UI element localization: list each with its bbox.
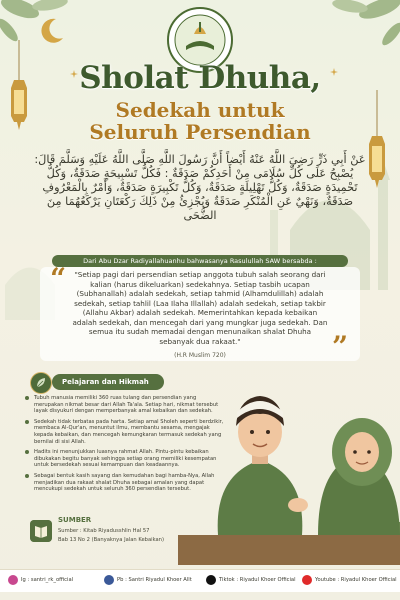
bullet-icon	[25, 396, 29, 400]
youtube-handle: Youtube : Riyadul Khoer Official	[315, 577, 397, 583]
footer-tiktok[interactable]	[206, 575, 296, 585]
subtitle-line-2: Seluruh Persendian	[89, 120, 311, 144]
hadith-reference: (H.R Muslim 720)	[174, 352, 226, 359]
bullet-icon	[25, 450, 29, 454]
quote-open-icon: “	[50, 262, 67, 295]
subtitle-line-1: Sedekah untuk	[115, 98, 285, 122]
lesson-text: Hadits ini menunjukkan luasnya rahmat Allah. Pintu-pintu kebaikan dibukakan begitu banyak sehingga setiap orang memiliki kesempatan untuk bersedekah sesuai kemampuan dan keadaannya.	[34, 449, 217, 469]
book-icon	[30, 520, 52, 542]
footer-facebook[interactable]	[104, 575, 192, 585]
hadith-translation: "Setiap pagi dari persendian setiap anggota tubuh salah seorang dari kalian (harus dikeluarkan) sedekahnya. Setiap tasbih ucapan (Subhanallah) adalah sedekah, setiap tahmid (Alhamdulillah) adalah sedekah, setiap tahlil (Laa Ilaha Illallah) adalah sedekah, setiap takbir (Allahu Akbar) adalah sedekah. Memerintahkan kepada kebaikan adalah sedekah, dan mencegah dari yang mungkar juga sedekah. Dan semua itu sudah memadai dengan menunaikan shalat Dhuha sebanyak dua rakaat."	[72, 270, 328, 346]
main-title: Sholat Dhuha,	[79, 60, 321, 96]
source-title: SUMBER	[58, 516, 92, 524]
lesson-text: Tubuh manusia memiliki 360 ruas tulang dan persendian yang merupakan nikmat besar dari Allah Ta'ala. Setiap hari, nikmat tersebut layak disyukuri dengan memperbanyak amal kebaikan dan sedekah.	[34, 395, 219, 415]
source-line-1: Sumber : Kitab Riyadusshlin Hal 57	[58, 528, 150, 534]
lesson-text: Sebagai bentuk kasih sayang dan kemudahan bagi hamba-Nya, Allah menjadikan dua rakaat shalat Dhuha sebagai amalan yang dapat mencukupi sedekah untuk seluruh 360 persendian tersebut.	[34, 472, 215, 493]
lesson-text: Sedekah tidak terbatas pada harta. Setiap amal Sholeh seperti berdzikir, membaca Al-Qur'an, menuntut ilmu, membantu sesama, mengajak kepada kebaikan, dan mencegah kemungkaran termasuk sedekah yang bernilai di sisi Allah.	[34, 418, 224, 445]
footer-instagram[interactable]	[8, 575, 73, 585]
students-illustration	[178, 360, 400, 565]
footer-youtube[interactable]	[302, 575, 397, 585]
youtube-icon	[302, 575, 312, 585]
hadith-arabic-text: عَنْ أَبِي ذَرٍّ رَضِيَ اللَّهُ عَنْهُ أَيْضاً أَنَّ رَسُولَ اللَّهِ صَلَّى اللَّهُ عَلَيْهِ وَسَلَّمَ قَالَ: يُصْبِحُ عَلَى كُلِّ سُلَامَى مِنْ أَحَدِكُمْ صَدَقَةٌ : فَكُلُّ تَسْبِيحَةٍ صَدَقَةٌ، وَكُلُّ تَحْمِيدَةٍ صَدَقَةٌ، وَكُلُّ تَهْلِيلَةٍ صَدَقَةٌ، وَكُلُّ تَكْبِيرَةٍ صَدَقَةٌ، وَأَمْرٌ بِالْمَعْرُوفِ صَدَقَةٌ، وَنَهْيٌ عَنِ الْمُنْكَرِ صَدَقَةٌ وَيُجْزِئُ مِنْ ذَلِكَ رَكْعَتَانِ يَرْكَعُهُمَا مِنَ الضُّحَى	[34, 153, 366, 222]
facebook-icon	[104, 575, 114, 585]
facebook-handle: Pb : Santri Riyadul Khoer Allt	[117, 577, 192, 583]
source-line-2: Bab 13 No 2 (Banyaknya Jalan Kebaikan)	[58, 537, 164, 543]
quote-close-icon: ”	[332, 330, 349, 363]
bullet-icon	[25, 474, 29, 478]
bullet-icon	[25, 420, 29, 424]
narration-banner: Dari Abu Dzar Radiyallahuanhu bahwasanya Rasulullah SAW bersabda :	[52, 255, 348, 267]
leaf-icon	[30, 372, 52, 394]
lessons-title: Pelajaran dan Hikmah	[52, 374, 164, 390]
crescent-moon-icon	[36, 16, 66, 46]
instagram-handle: Ig : santri_rk_official	[21, 577, 74, 583]
instagram-icon	[8, 575, 18, 585]
tiktok-handle: Tiktok : Riyadul Khoer Official	[219, 577, 296, 583]
tiktok-icon	[206, 575, 216, 585]
